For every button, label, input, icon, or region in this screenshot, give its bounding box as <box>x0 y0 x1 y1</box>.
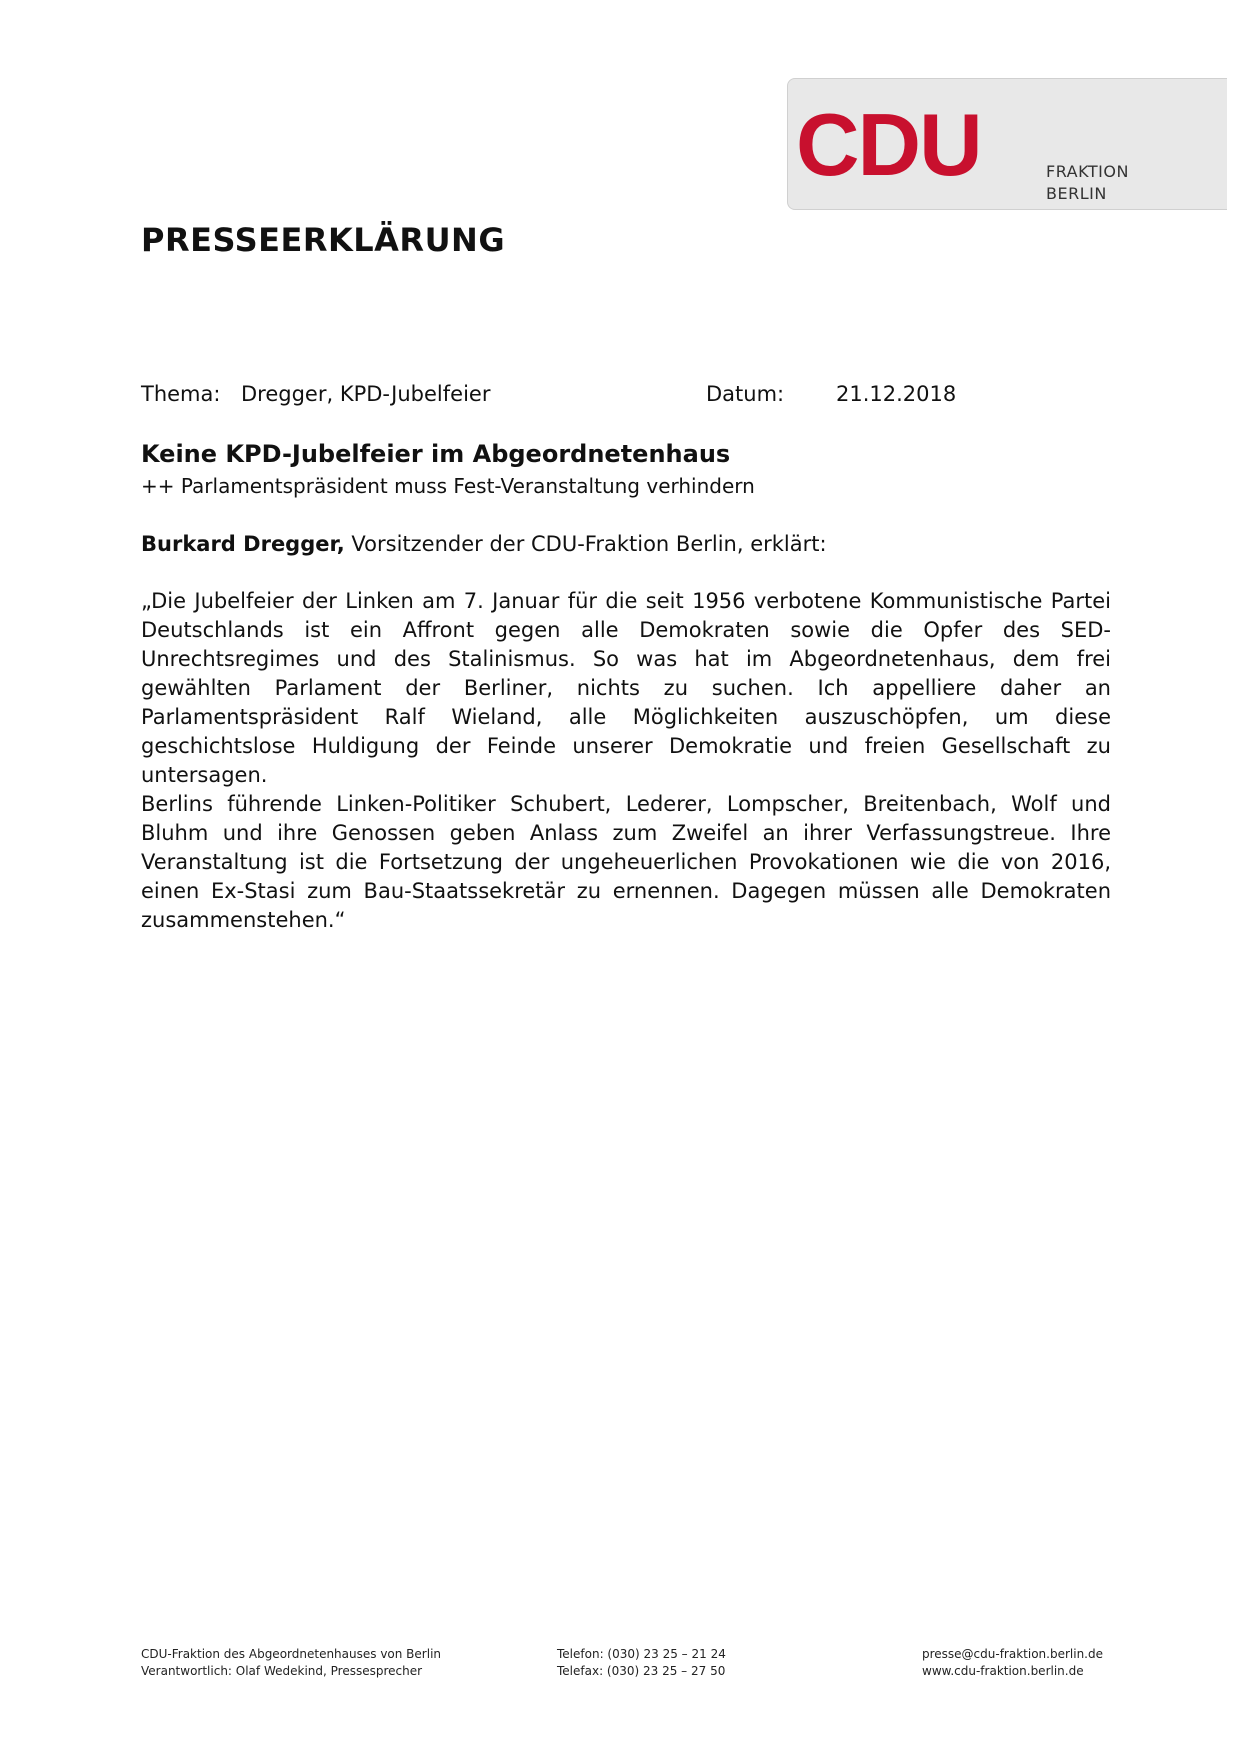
cdu-logo <box>787 78 1227 210</box>
footer-fax: Telefax: (030) 23 25 – 27 50 <box>557 1664 726 1678</box>
datum-value: 21.12.2018 <box>836 382 957 406</box>
speaker-name: Burkard Dregger, <box>141 532 345 556</box>
logo-subtitle-line-2: BERLIN <box>1046 184 1107 203</box>
footer-contact <box>557 1646 726 1680</box>
logo-subtitle <box>1046 161 1129 205</box>
speaker-line <box>141 530 1111 559</box>
document-title: PRESSEERKLÄRUNG <box>141 221 506 259</box>
thema-label: Thema: <box>141 382 221 406</box>
datum-label: Datum: <box>706 382 785 406</box>
footer-left <box>141 1646 441 1680</box>
footer-responsible: Verantwortlich: Olaf Wedekind, Pressesprecher <box>141 1664 423 1678</box>
speaker-role: Vorsitzender der CDU-Fraktion Berlin, erklärt: <box>344 532 827 556</box>
subheadline: ++ Parlamentspräsident muss Fest-Veranstaltung verhindern <box>141 474 755 498</box>
footer-web: www.cdu-fraktion.berlin.de <box>922 1664 1084 1678</box>
thema-value: Dregger, KPD-Jubelfeier <box>241 382 491 406</box>
logo-subtitle-line-1: FRAKTION <box>1046 162 1129 181</box>
headline: Keine KPD-Jubelfeier im Abgeordnetenhaus <box>141 440 731 468</box>
logo-wordmark: CDU <box>796 95 981 194</box>
footer-phone: Telefon: (030) 23 25 – 21 24 <box>557 1647 726 1661</box>
footer-email: presse@cdu-fraktion.berlin.de <box>922 1647 1103 1661</box>
footer-online <box>922 1646 1103 1680</box>
meta-row <box>0 379 1240 409</box>
footer <box>0 1646 1240 1686</box>
footer-org: CDU-Fraktion des Abgeordnetenhauses von Berlin <box>141 1647 442 1661</box>
paragraph-1: „Die Jubelfeier der Linken am 7. Januar für die seit 1956 verbotene Kommunistische Partei Deutschlands ist ein Affront gegen alle Demokraten sowie die Opfer des SED-Unrechtsregimes und des Stalinismus. So was hat im Abgeordnetenhaus, dem frei gewählten Parlament der Berliner, nichts zu suchen. Ich appelliere daher an Parlamentspräsident Ralf Wieland, alle Möglichkeiten auszuschöpfen, um diese geschichtslose Huldigung der Feinde unserer Demokratie und freien Gesellschaft zu untersagen. <box>141 589 1111 787</box>
paragraph-2: Berlins führende Linken-Politiker Schubert, Lederer, Lompscher, Breitenbach, Wolf und Bluhm und ihre Genossen geben Anlass zum Zweifel an ihrer Verfassungstreue. Ihre Veranstaltung ist die Fortsetzung der ungeheuerlichen Provokationen wie die von 2016, einen Ex-Stasi zum Bau-Staatssekretär zu ernennen. Dagegen müssen alle Demokraten zusammenstehen.“ <box>141 792 1111 932</box>
